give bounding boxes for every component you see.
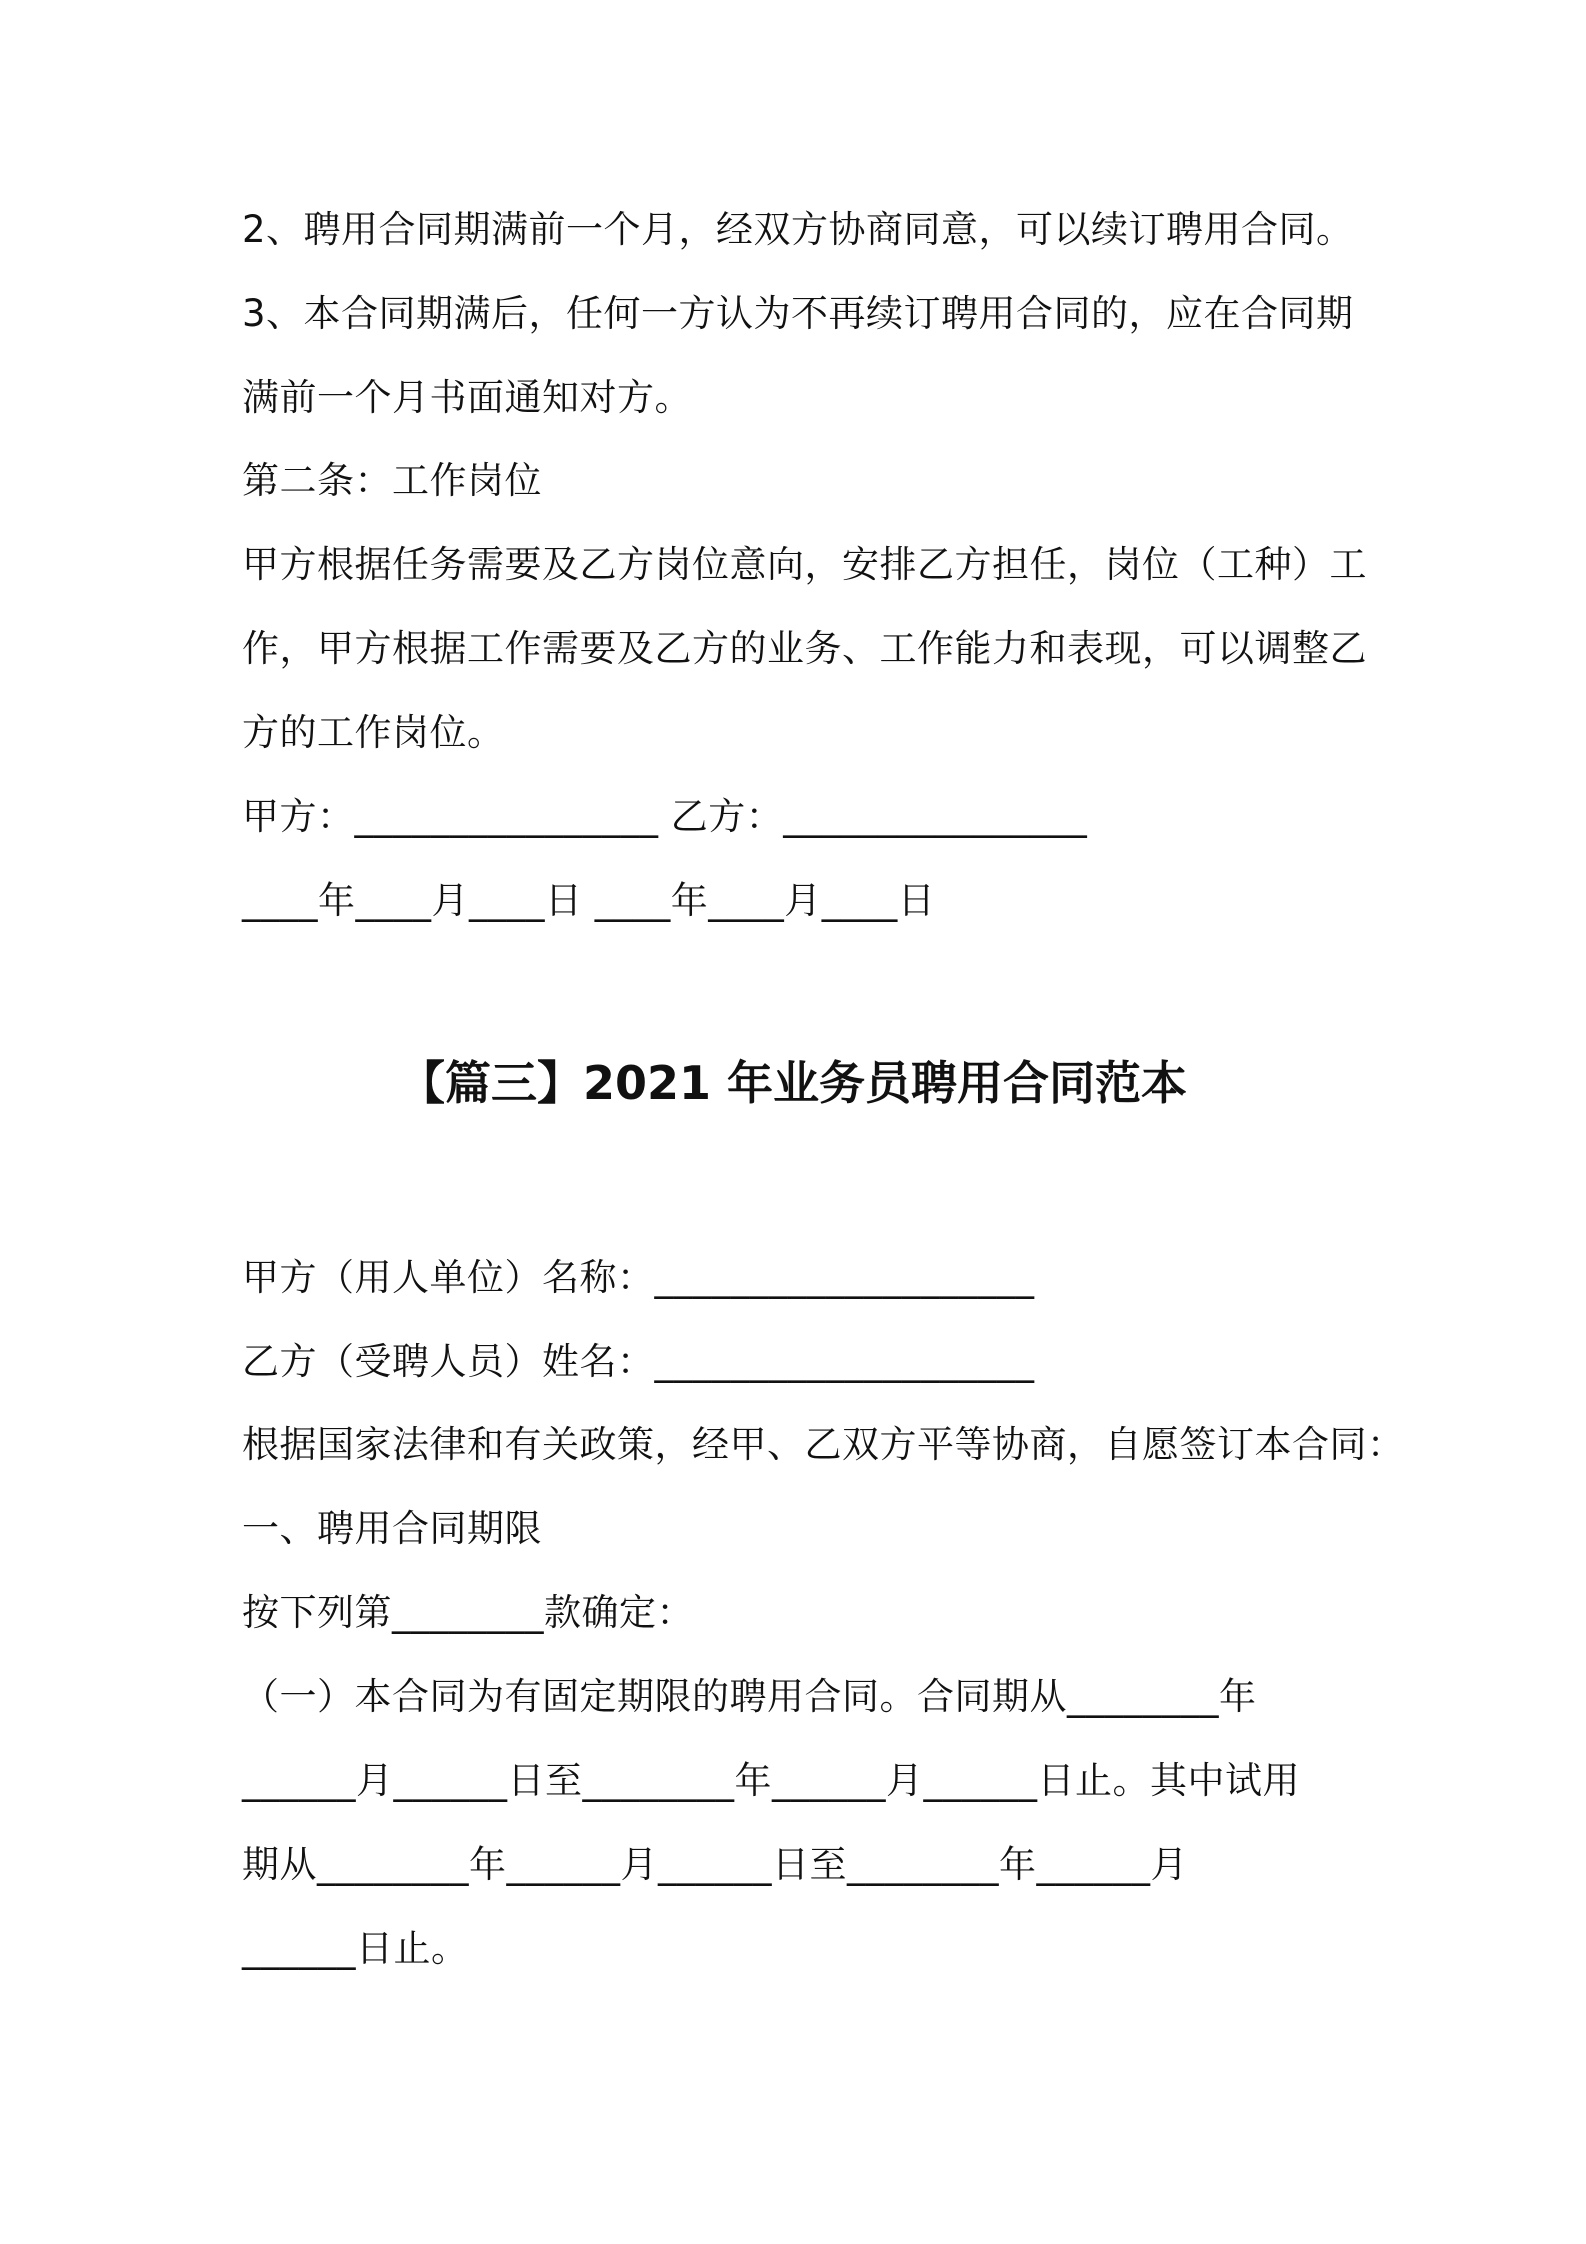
clause-2-renewal: 2、聘用合同期满前一个月，经双方协商同意，可以续订聘用合同。	[242, 208, 1354, 251]
preamble: 根据国家法律和有关政策，经甲、乙双方平等协商，自愿签订本合同：	[242, 1423, 1405, 1466]
article-2-text-end: 方的工作岗位。	[242, 711, 505, 754]
article-2-text-cont: 作，甲方根据工作需要及乙方的业务、工作能力和表现，可以调整乙	[242, 627, 1367, 670]
date-line: ____年____月____日 ____年____月____日	[242, 879, 936, 922]
term-option-line: 按下列第________款确定：	[242, 1591, 694, 1634]
contract-title: 【篇三】2021 年业务员聘用合同范本	[398, 1056, 1188, 1110]
party-b-name-field: 乙方（受聘人员）姓名：____________________	[242, 1340, 1035, 1383]
article-2-heading: 第二条：工作岗位	[242, 459, 542, 502]
fixed-term-line: （一）本合同为有固定期限的聘用合同。合同期从________年	[242, 1675, 1257, 1718]
party-a-name-field: 甲方（用人单位）名称：____________________	[242, 1256, 1035, 1299]
probation-dates: 期从________年______月______日至________年______月	[242, 1843, 1188, 1886]
signature-line: 甲方：________________ 乙方：________________	[242, 795, 1088, 838]
article-2-text: 甲方根据任务需要及乙方岗位意向，安排乙方担任，岗位（工种）工	[242, 543, 1367, 586]
clause-3-notice-cont: 满前一个月书面通知对方。	[242, 376, 692, 419]
section-1-heading: 一、聘用合同期限	[242, 1507, 542, 1550]
probation-end: ______日止。	[242, 1927, 469, 1970]
fixed-term-dates: ______月______日至________年______月______日止。其中试用	[242, 1759, 1300, 1802]
clause-3-notice: 3、本合同期满后，任何一方认为不再续订聘用合同的，应在合同期	[242, 292, 1354, 335]
